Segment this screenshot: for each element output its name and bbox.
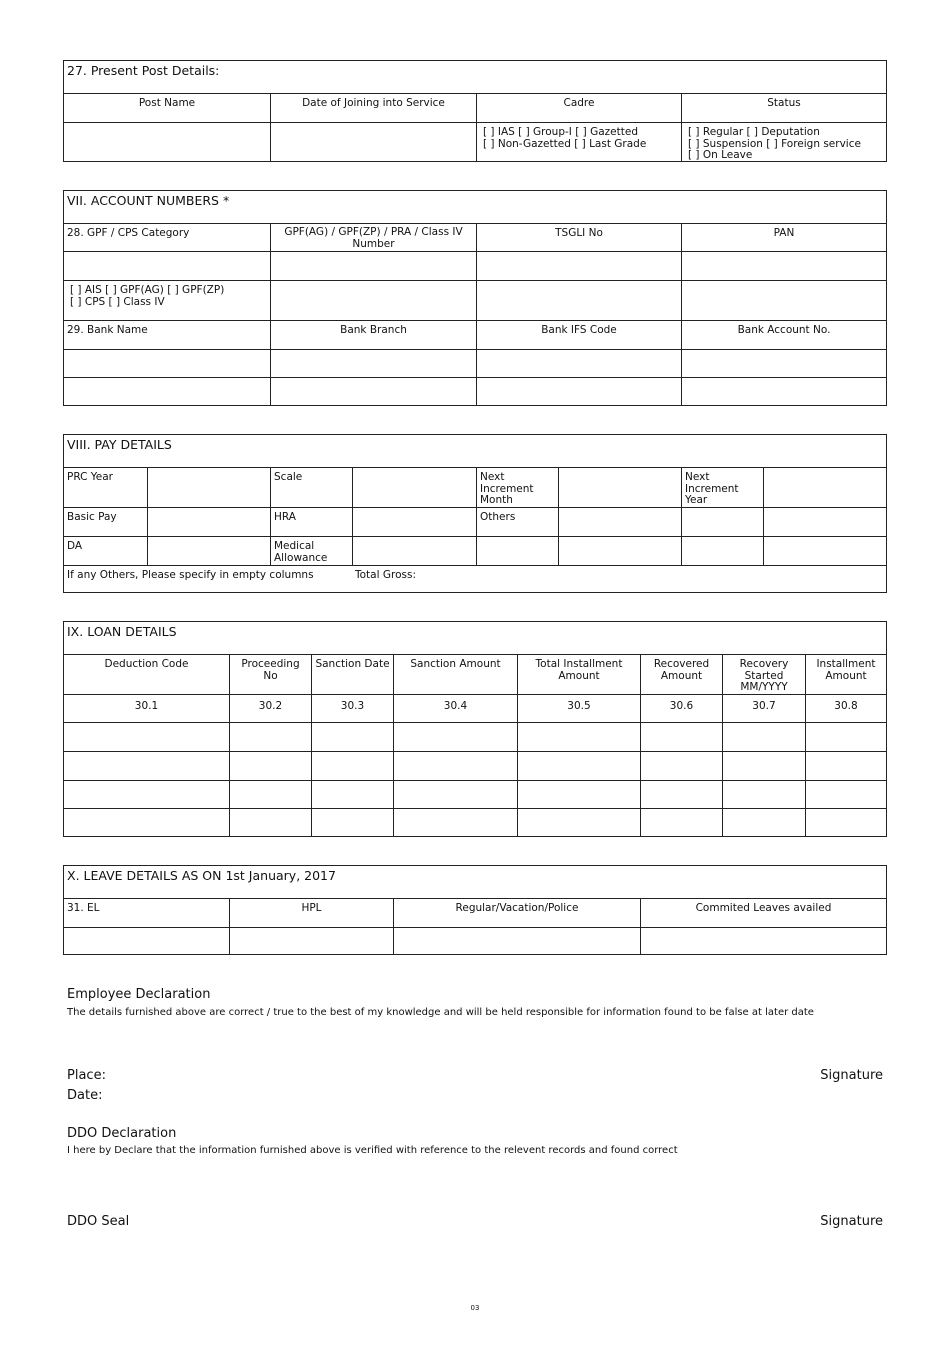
- empty-field-2[interactable]: [558, 537, 681, 566]
- label-next-increment-month: Next Increment Month: [476, 468, 558, 508]
- present-post-table: [63, 60, 887, 162]
- others-note: If any Others, Please specify in empty columns: [67, 569, 314, 581]
- header-bank-name: 29. Bank Name: [67, 324, 148, 336]
- leave-details-table: [63, 865, 887, 955]
- label-prc-year: PRC Year: [67, 471, 114, 483]
- table-row: [64, 780, 886, 809]
- header-recovery-started: Recovery Started MM/YYYY: [722, 655, 805, 695]
- loan-details-title: IX. LOAN DETAILS: [67, 624, 177, 639]
- medical-allowance-field[interactable]: [352, 537, 476, 566]
- loan-field[interactable]: [722, 781, 805, 809]
- header-commited-leaves: Commited Leaves availed: [640, 899, 886, 928]
- code-30-1: 30.1: [134, 700, 159, 712]
- employee-declaration-text: The details furnished above are correct / true to the best of my knowledge and will be held responsible for information found to be false at later date: [67, 1007, 814, 1018]
- header-pan: PAN: [681, 224, 886, 252]
- ddo-signature-label: Signature: [820, 1214, 883, 1229]
- bank-ifsc-field-2[interactable]: [476, 378, 681, 406]
- loan-field[interactable]: [64, 809, 229, 837]
- header-total-installment: Total Installment Amount: [517, 655, 640, 695]
- prc-year-field[interactable]: [147, 468, 270, 508]
- header-cadre: Cadre: [476, 94, 681, 123]
- header-gpf-cps-category: 28. GPF / CPS Category: [67, 227, 190, 239]
- loan-field[interactable]: [311, 809, 393, 837]
- tsgli-field-2[interactable]: [476, 281, 681, 321]
- loan-details-table: [63, 621, 887, 837]
- gpf-number-field[interactable]: [270, 252, 476, 281]
- loan-field[interactable]: [640, 781, 722, 809]
- gpf-number-field-2[interactable]: [270, 281, 476, 321]
- table-row: [64, 808, 886, 837]
- header-el: 31. EL: [67, 902, 100, 914]
- header-tsgli-no: TSGLI No: [476, 224, 681, 252]
- regular-vacation-police-field[interactable]: [393, 928, 640, 955]
- cadre-line-2: [ ] Non-Gazetted [ ] Last Grade: [483, 137, 647, 150]
- table-row: [64, 751, 886, 781]
- loan-field[interactable]: [805, 809, 886, 837]
- header-date-joining: Date of Joining into Service: [270, 94, 476, 123]
- others-note-row: [64, 566, 886, 593]
- empty-label-2[interactable]: [476, 537, 558, 566]
- code-30-2: 30.2: [229, 695, 311, 723]
- gpf-category-field[interactable]: [64, 252, 270, 281]
- header-gpf-number: GPF(AG) / GPF(ZP) / PRA / Class IV Number: [270, 224, 476, 252]
- loan-field[interactable]: [64, 781, 229, 809]
- loan-field[interactable]: [229, 723, 311, 752]
- header-bank-ifsc: Bank IFS Code: [476, 321, 681, 350]
- loan-field[interactable]: [311, 752, 393, 781]
- header-bank-branch: Bank Branch: [270, 321, 476, 350]
- place-label: Place:: [67, 1068, 106, 1083]
- hra-field[interactable]: [352, 508, 476, 537]
- loan-field[interactable]: [722, 809, 805, 837]
- loan-field[interactable]: [229, 781, 311, 809]
- bank-account-field[interactable]: [681, 350, 886, 378]
- header-post-name: Post Name: [138, 97, 196, 109]
- da-field[interactable]: [147, 537, 270, 566]
- code-30-3: 30.3: [311, 695, 393, 723]
- code-30-4: 30.4: [393, 695, 517, 723]
- loan-field[interactable]: [393, 781, 517, 809]
- loan-field[interactable]: [311, 781, 393, 809]
- pay-details-table: [63, 434, 887, 593]
- leave-details-title: X. LEAVE DETAILS AS ON 1st January, 2017: [67, 868, 336, 883]
- pan-field-2[interactable]: [681, 281, 886, 321]
- empty-label-1[interactable]: [681, 508, 763, 537]
- empty-label-3[interactable]: [681, 537, 763, 566]
- empty-field-3[interactable]: [763, 537, 886, 566]
- loan-field[interactable]: [805, 723, 886, 752]
- scale-field[interactable]: [352, 468, 476, 508]
- loan-field[interactable]: [517, 752, 640, 781]
- el-field[interactable]: [64, 928, 229, 955]
- code-30-8: 30.8: [805, 695, 886, 723]
- label-medical-allowance: Medical Allowance: [270, 537, 352, 566]
- loan-field[interactable]: [517, 723, 640, 752]
- table-row: [64, 722, 886, 752]
- header-status: Status: [681, 94, 886, 123]
- status-line-2: [ ] Suspension [ ] Foreign service: [688, 137, 861, 150]
- loan-field[interactable]: [229, 752, 311, 781]
- bank-ifsc-field[interactable]: [476, 350, 681, 378]
- loan-field[interactable]: [393, 809, 517, 837]
- present-post-title: 27. Present Post Details:: [67, 63, 220, 78]
- header-bank-account: Bank Account No.: [681, 321, 886, 350]
- basic-pay-field[interactable]: [147, 508, 270, 537]
- account-numbers-title: VII. ACCOUNT NUMBERS *: [67, 193, 230, 208]
- status-line-3: [ ] On Leave: [688, 149, 753, 161]
- header-recovered-amount: Recovered Amount: [640, 655, 722, 695]
- bank-branch-field-2[interactable]: [270, 378, 476, 406]
- employee-signature-label: Signature: [820, 1068, 883, 1083]
- loan-field[interactable]: [311, 723, 393, 752]
- header-installment-amount: Installment Amount: [805, 655, 886, 695]
- loan-field[interactable]: [517, 809, 640, 837]
- account-numbers-table: [63, 190, 887, 406]
- total-gross-label: Total Gross:: [355, 569, 416, 581]
- label-others: Others: [476, 508, 558, 537]
- status-line-1: [ ] Regular [ ] Deputation: [688, 126, 820, 138]
- label-next-increment-year: Next Increment Year: [681, 468, 763, 508]
- commited-leaves-field[interactable]: [640, 928, 886, 955]
- date-label: Date:: [67, 1088, 103, 1103]
- category-line-1: [ ] AIS [ ] GPF(AG) [ ] GPF(ZP): [70, 284, 225, 296]
- loan-field[interactable]: [640, 723, 722, 752]
- bank-branch-field[interactable]: [270, 350, 476, 378]
- empty-field-1[interactable]: [763, 508, 886, 537]
- code-30-6: 30.6: [640, 695, 722, 723]
- header-proceeding-no: Proceeding No: [229, 655, 311, 695]
- loan-field[interactable]: [64, 752, 229, 781]
- gpf-category-options[interactable]: [64, 281, 270, 321]
- label-da: DA: [67, 540, 83, 552]
- label-scale: Scale: [270, 468, 352, 508]
- loan-field[interactable]: [517, 781, 640, 809]
- pay-details-title: VIII. PAY DETAILS: [67, 437, 172, 452]
- tsgli-field[interactable]: [476, 252, 681, 281]
- hpl-field[interactable]: [229, 928, 393, 955]
- next-increment-year-field[interactable]: [763, 468, 886, 508]
- employee-declaration-heading: Employee Declaration: [67, 987, 211, 1002]
- loan-field[interactable]: [805, 781, 886, 809]
- status-options[interactable]: [681, 123, 886, 162]
- loan-field[interactable]: [805, 752, 886, 781]
- header-sanction-date: Sanction Date: [311, 655, 393, 695]
- cadre-options[interactable]: [476, 123, 681, 162]
- header-hpl: HPL: [229, 899, 393, 928]
- ddo-declaration-text: I here by Declare that the information furnished above is verified with reference to the relevent records and found correct: [67, 1145, 678, 1156]
- page-number: 03: [470, 1304, 480, 1312]
- next-increment-month-field[interactable]: [558, 468, 681, 508]
- ddo-declaration-heading: DDO Declaration: [67, 1126, 177, 1141]
- header-sanction-amount: Sanction Amount: [393, 655, 517, 695]
- loan-field[interactable]: [393, 752, 517, 781]
- pan-field[interactable]: [681, 252, 886, 281]
- loan-field[interactable]: [229, 809, 311, 837]
- cadre-line-1: [ ] IAS [ ] Group-I [ ] Gazetted: [483, 126, 638, 138]
- others-field[interactable]: [558, 508, 681, 537]
- loan-field[interactable]: [640, 809, 722, 837]
- post-name-field[interactable]: [64, 123, 270, 162]
- bank-account-field-2[interactable]: [681, 378, 886, 406]
- label-hra: HRA: [270, 508, 352, 537]
- loan-field[interactable]: [722, 723, 805, 752]
- header-regular-vacation-police: Regular/Vacation/Police: [393, 899, 640, 928]
- category-line-2: [ ] CPS [ ] Class IV: [70, 295, 165, 308]
- loan-field[interactable]: [393, 723, 517, 752]
- loan-field[interactable]: [64, 723, 229, 752]
- bank-name-field-2[interactable]: [64, 378, 270, 406]
- bank-name-field[interactable]: [64, 350, 270, 378]
- label-basic-pay: Basic Pay: [67, 511, 117, 523]
- date-joining-field[interactable]: [270, 123, 476, 162]
- header-deduction-code: Deduction Code: [104, 658, 189, 670]
- loan-field[interactable]: [640, 752, 722, 781]
- code-30-5: 30.5: [517, 695, 640, 723]
- loan-field[interactable]: [722, 752, 805, 781]
- ddo-seal-label: DDO Seal: [67, 1214, 130, 1229]
- code-30-7: 30.7: [722, 695, 805, 723]
